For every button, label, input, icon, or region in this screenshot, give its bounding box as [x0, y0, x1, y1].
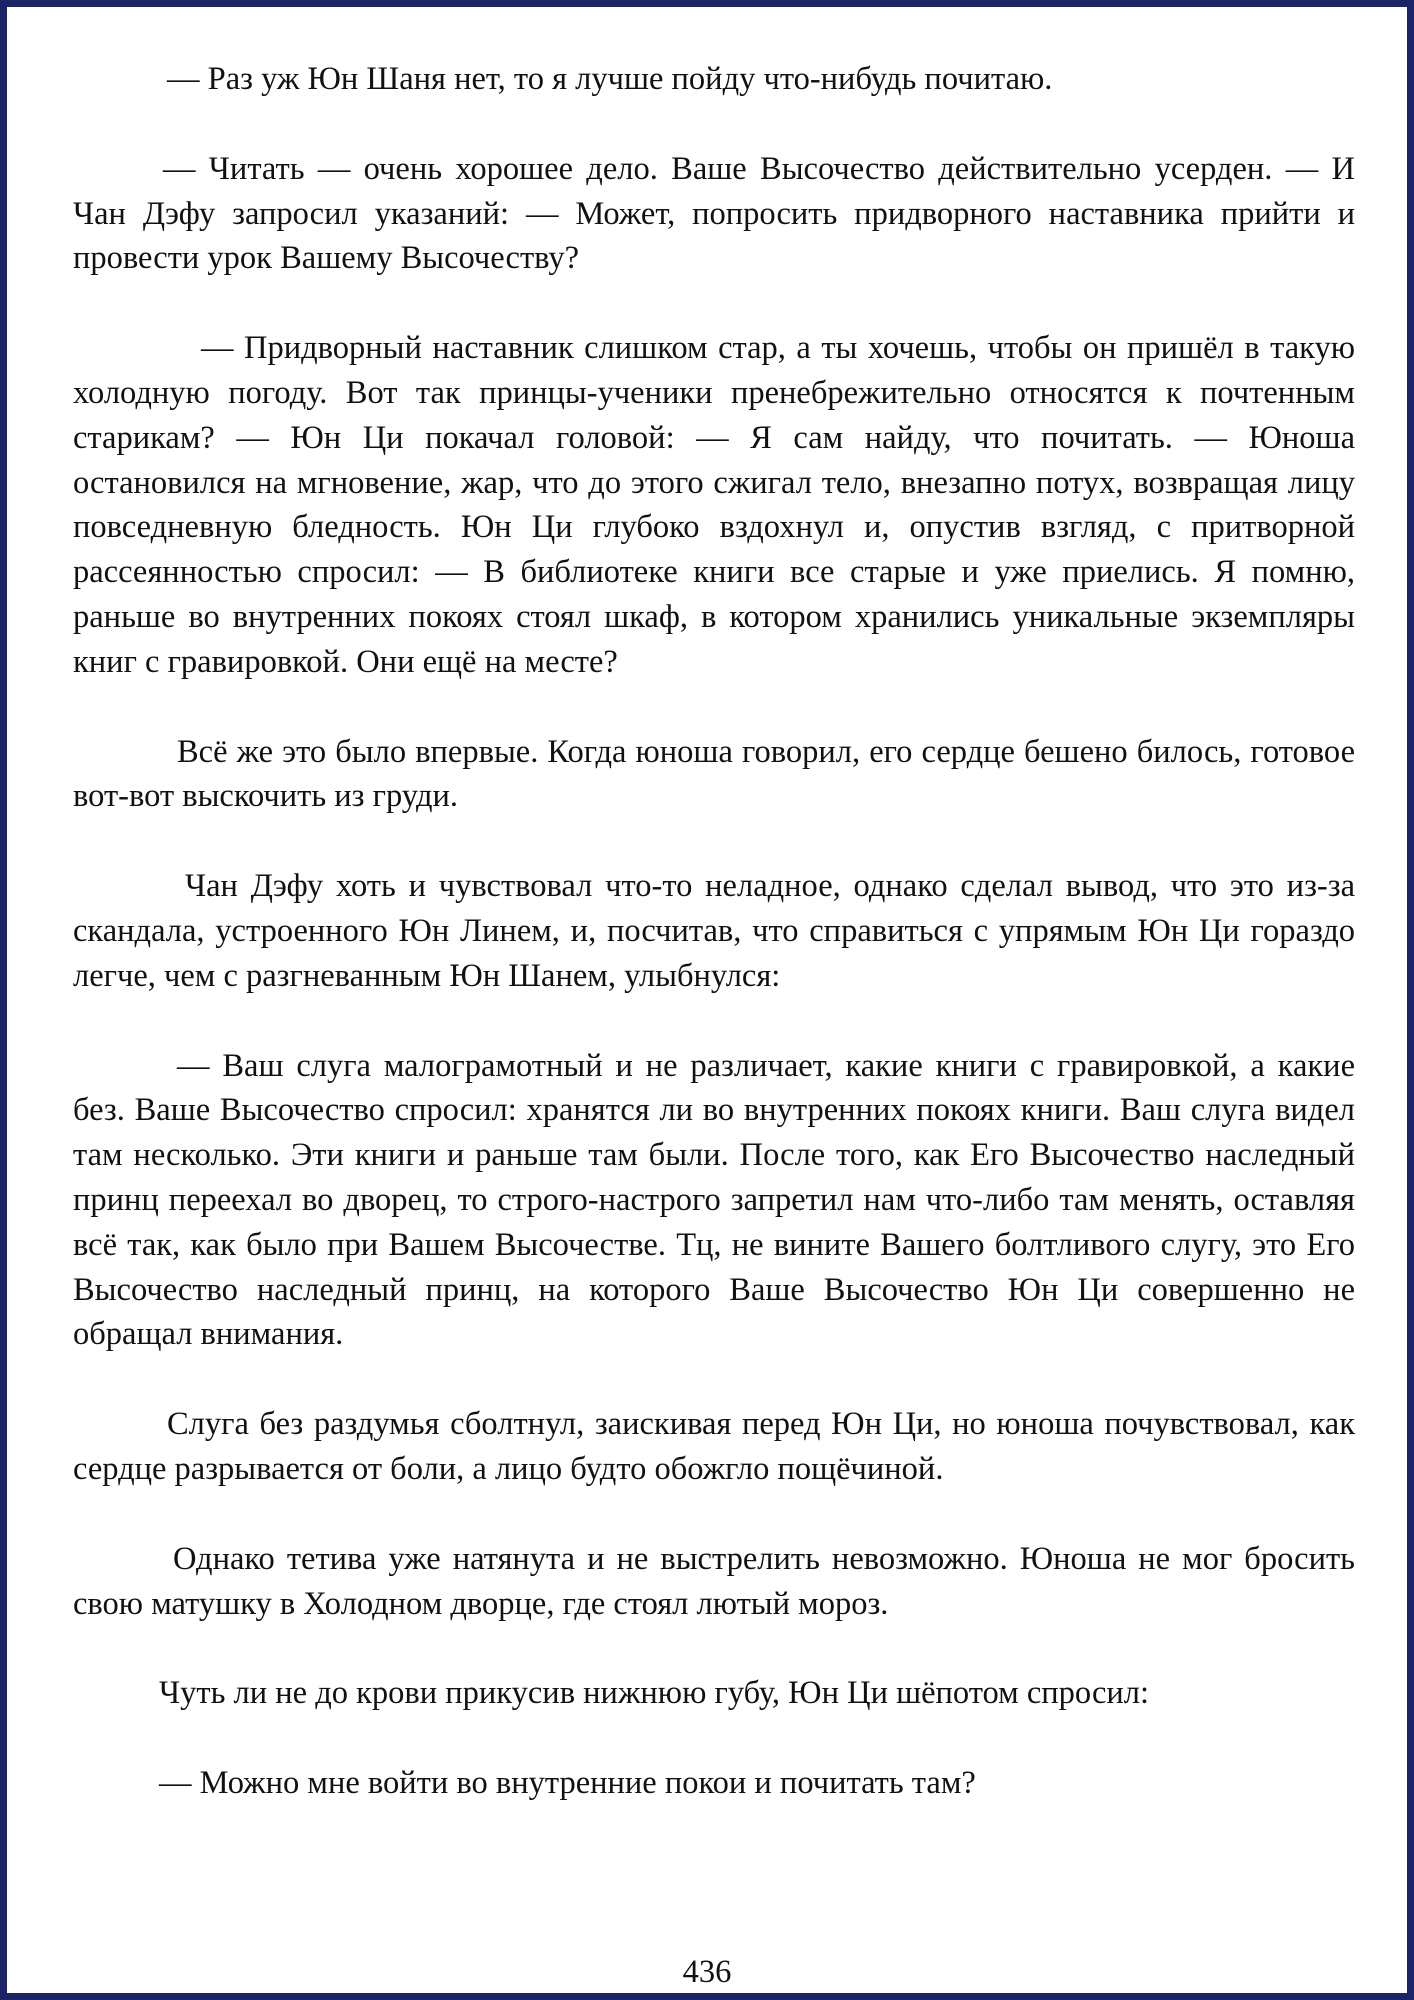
page-body [73, 57, 1355, 1851]
paragraph: Чан Дэфу хоть и чувствовал что-то неладное, однако сделал вывод, что это из-за скандала, устроенного Юн Линем, и, посчитав, что справиться с упрямым Юн Ци гораздо легче, чем с разгневанным Юн Шанем, улыбнулся: [73, 868, 1355, 994]
paragraph: Чуть ли не до крови прикусив нижнюю губу, Юн Ци шёпотом спросил: [159, 1675, 1150, 1712]
paragraph: — Придворный наставник слишком стар, а ты хочешь, чтобы он пришёл в такую холодную погоду. Вот так принцы-ученики пренебрежительно относятся к почтенным старикам? — Юн Ци покачал головой: — Я сам найду, что почитать. — Юноша остановился на мгновение, жар, что до этого сжигал тело, внезапно потух, возвращая лицу повседневную бледность. Юн Ци глубоко вздохнул и, опустив взгляд, с притворной рассеянностью спросил: — В библиотеке книги все старые и уже приелись. Я помню, раньше во внутренних покоях стоял шкаф, в котором хранились уникальные экземпляры книг с гравировкой. Они ещё на месте? [73, 330, 1355, 680]
paragraph: — Ваш слуга малограмотный и не различает, какие книги с гравировкой, а какие без. Ваше Высочество спросил: хранятся ли во внутренних покоях книги. Ваш слуга видел там несколько. Эти книги и раньше там были. После того, как Его Высочество наследный принц переехал во дворец, то строго-настрого запретил нам что-либо там менять, оставляя всё так, как было при Вашем Высочестве. Тц, не вините Вашего болтливого слугу, это Его Высочество наследный принц, на которого Ваше Высочество Юн Ци совершенно не обращал внимания. [73, 1047, 1355, 1353]
paragraph: — Раз уж Юн Шаня нет, то я лучше пойду что-нибудь почитаю. [167, 61, 1053, 97]
paragraph: Однако тетива уже натянута и не выстрелить невозможно. Юноша не мог бросить свою матушку в Холодном дворце, где стоял лютый мороз. [73, 1540, 1355, 1622]
page-number: 436 [682, 1954, 732, 1990]
paragraph: — Читать — очень хорошее дело. Ваше Высочество действительно усерден. — И Чан Дэфу запросил указаний: — Может, попросить придворного наставника прийти и провести урок Вашему Высочеству? [73, 150, 1355, 277]
paragraph: — Можно мне войти во внутренние покои и почитать там? [159, 1765, 976, 1802]
paragraph: Всё же это было впервые. Когда юноша говорил, его сердце бешено билось, готовое вот-вот выскочить из груди. [73, 733, 1355, 815]
paragraph: Слуга без раздумья сболтнул, заискивая перед Юн Ци, но юноша почувствовал, как сердце разрывается от боли, а лицо будто обожгло пощёчиной. [73, 1406, 1355, 1487]
